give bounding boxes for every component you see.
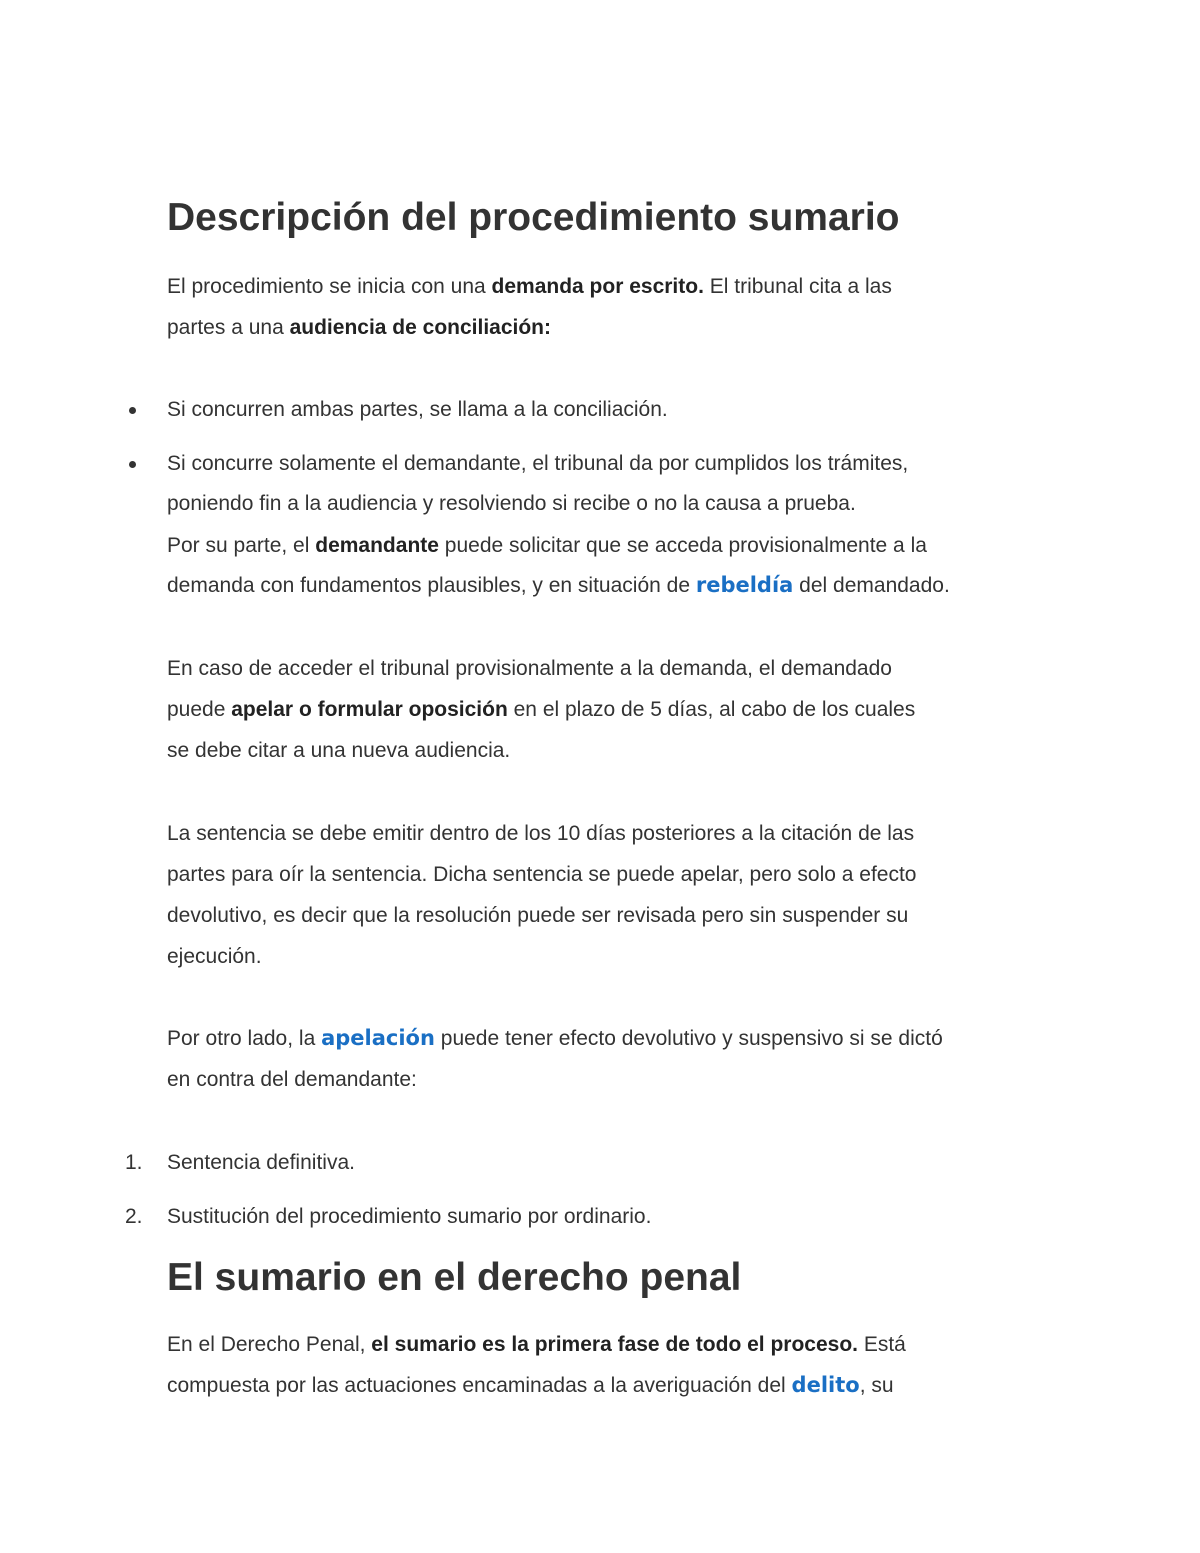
bullet-item-2-line-1: Si concurre solamente el demandante, el tribunal da por cumplidos los trámites, (167, 452, 909, 475)
paragraph-3-line-3: devolutivo, es decir que la resolución puede ser revisada pero sin suspender su (167, 904, 909, 927)
paragraph-3-line-4: ejecución. (167, 945, 262, 968)
paragraph-2-line-2 (167, 689, 915, 730)
paragraph-4-line-1 (167, 1018, 943, 1059)
section-title-derecho-penal: El sumario en el derecho penal (167, 1256, 742, 1299)
text: demanda con fundamentos plausibles, y en situación de (167, 574, 696, 597)
bullet-item-2-line-4 (167, 565, 950, 606)
paragraph-2-line-3: se debe citar a una nueva audiencia. (167, 739, 511, 762)
text: El tribunal cita a las (703, 275, 892, 298)
text: puede tener efecto devolutivo y suspensivo si se dictó (434, 1027, 943, 1050)
list-number: 2. (125, 1205, 143, 1228)
bullet-icon (129, 461, 136, 468)
text: puede solicitar que se acceda provisionalmente a la (438, 534, 927, 557)
section-title-procedimiento-sumario: Descripción del procedimiento sumario (167, 196, 900, 239)
bold-text: audiencia de conciliación: (289, 316, 551, 339)
intro-paragraph-line-2 (167, 307, 551, 348)
list-number: 1. (125, 1151, 143, 1174)
text: compuesta por las actuaciones encaminadas a la averiguación del (167, 1374, 792, 1397)
text: Por otro lado, la (167, 1027, 322, 1050)
bullet-item-1: Si concurren ambas partes, se llama a la conciliación. (167, 398, 668, 421)
link-rebeldia[interactable]: rebeldía (695, 573, 794, 597)
bold-text: demandante (315, 534, 439, 557)
text: El procedimiento se inicia con una (167, 275, 492, 298)
bullet-item-2-line-3 (167, 525, 927, 566)
section-2-paragraph-line-2 (167, 1365, 894, 1406)
numbered-item-2: Sustitución del procedimiento sumario por ordinario. (167, 1205, 652, 1228)
paragraph-3-line-1: La sentencia se debe emitir dentro de los 10 días posteriores a la citación de las (167, 822, 915, 845)
text: , su (859, 1374, 894, 1397)
bold-text: demanda por escrito. (491, 275, 704, 298)
text: Está (857, 1333, 906, 1356)
bold-text: el sumario es la primera fase de todo el proceso. (371, 1333, 858, 1356)
text: partes a una (167, 316, 290, 339)
section-2-paragraph-line-1 (167, 1324, 906, 1365)
paragraph-3-line-2: partes para oír la sentencia. Dicha sentencia se puede apelar, pero solo a efecto (167, 863, 917, 886)
paragraph-2-line-1: En caso de acceder el tribunal provisionalmente a la demanda, el demandado (167, 657, 892, 680)
link-delito[interactable]: delito (791, 1373, 860, 1397)
bold-text: apelar o formular oposición (231, 698, 508, 721)
bullet-item-2-line-2: poniendo fin a la audiencia y resolviendo si recibe o no la causa a prueba. (167, 492, 856, 515)
paragraph-4-line-2: en contra del demandante: (167, 1068, 417, 1091)
text: Por su parte, el (167, 534, 316, 557)
bullet-icon (129, 407, 136, 414)
text: En el Derecho Penal, (167, 1333, 372, 1356)
text: puede (167, 698, 232, 721)
intro-paragraph-line-1 (167, 266, 892, 307)
numbered-item-1: Sentencia definitiva. (167, 1151, 355, 1174)
text: del demandado. (793, 574, 950, 597)
text: en el plazo de 5 días, al cabo de los cuales (507, 698, 916, 721)
link-apelacion[interactable]: apelación (321, 1026, 435, 1050)
